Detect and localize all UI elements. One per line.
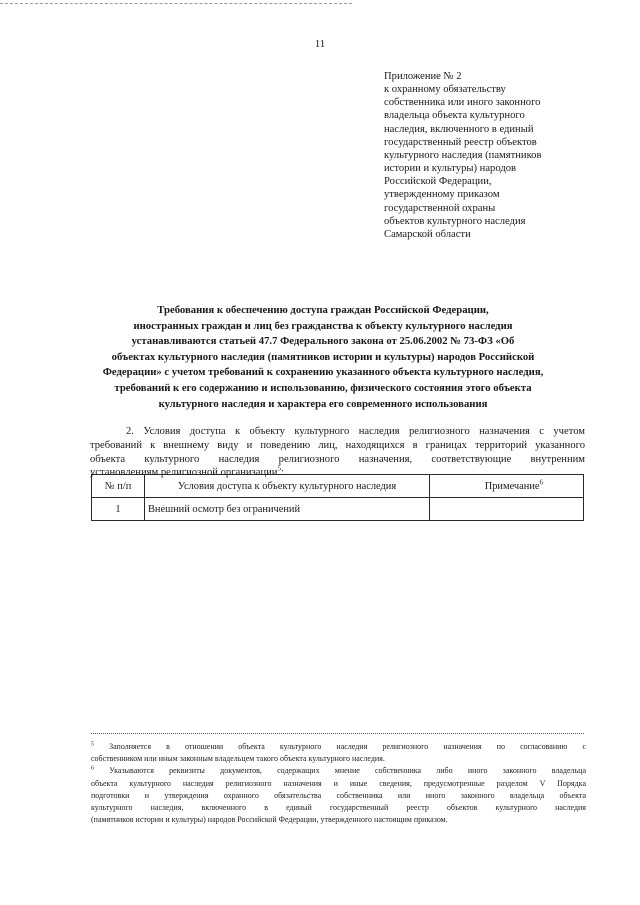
appendix-line: наследия, включенного в единый: [384, 123, 534, 135]
appendix-line: Приложение № 2: [384, 71, 462, 82]
document-heading: [88, 303, 558, 412]
appendix-line: культурного наследия (памятников: [384, 149, 542, 161]
footnote-mark: 5: [91, 741, 94, 748]
appendix-line: Самарской области: [384, 228, 471, 240]
top-dashed-rule: [0, 3, 352, 4]
column-header-note-label: Примечание: [484, 480, 540, 492]
footnote-5: [91, 741, 586, 753]
footnote-ref-6: 6: [539, 478, 543, 487]
page-number: 11: [314, 38, 326, 50]
appendix-line: государственный реестр объектов: [384, 136, 537, 148]
row-note-cell: [430, 498, 584, 521]
footnote-6: [91, 765, 586, 777]
paragraph-line: объекта культурного наследия религиозного назначения, соответствующие внутренним: [90, 453, 585, 465]
heading-line: культурного наследия и характера его современного использования: [158, 397, 488, 410]
footnote-line: подготовки и утверждения охранного обязательства собственника или иного законного владельца объекта: [91, 790, 586, 800]
paragraph-end: :: [280, 467, 284, 479]
row-conditions-cell: Внешний осмотр без ограничений: [145, 498, 430, 521]
footnote-separator: [91, 733, 584, 734]
footnote-line: (памятников истории и культуры) народов Российской Федерации, утвержденного настоящим приказом.: [91, 815, 448, 825]
appendix-header: [384, 70, 584, 241]
column-header-note: [430, 475, 584, 498]
heading-line: Федерации» с учетом требований к сохранению указанного объекта культурного наследия,: [102, 366, 544, 379]
footnotes: [91, 741, 586, 826]
appendix-line: владельца объекта культурного: [384, 110, 525, 122]
access-conditions-table: [91, 474, 584, 521]
appendix-line: утвержденному приказом: [384, 189, 500, 201]
heading-line: устанавливаются статьей 47.7 Федерального закона от 25.06.2002 № 73-ФЗ «Об: [131, 335, 515, 348]
footnote-ref-5: 5: [277, 464, 281, 473]
paragraph-line: 2. Условия доступа к объекту культурного наследия религиозного назначения с учетом: [126, 426, 585, 437]
appendix-line: истории и культуры) народов: [384, 163, 517, 175]
appendix-line: Российской Федерации,: [384, 176, 492, 188]
table-row: [92, 498, 584, 521]
row-num-cell: 1: [92, 498, 145, 521]
appendix-line: собственника или иного законного: [384, 97, 541, 109]
heading-line: иностранных граждан и лиц без гражданства к объекту культурного наследия: [133, 319, 513, 332]
appendix-line: государственной охраны: [384, 202, 496, 214]
heading-line: требований к его содержанию и использованию, физического состояния этого объекта: [114, 381, 532, 394]
table-header-row: [92, 475, 584, 498]
heading-line: объектах культурного наследия (памятников истории и культуры) народов Российской: [111, 350, 535, 363]
paragraph-line: установлениям религиозной организации: [90, 467, 278, 479]
appendix-line: объектов культурного наследия: [384, 215, 526, 227]
footnote-mark: 6: [91, 765, 94, 772]
paragraph-line: требований к внешнему виду и поведению лиц, находящихся в границах территорий указанного: [90, 439, 585, 451]
footnote-line: Заполняется в отношении объекта культурного наследия религиозного назначения по согласованию с: [109, 742, 586, 751]
footnote-line: Указываются реквизиты документов, содержащих мнение собственника либо иного законного владельца: [109, 766, 586, 776]
footnote-line: культурного наследия, включенного в единый государственный реестр объектов культурного наследия: [91, 803, 586, 813]
footnote-line: объекта культурного наследия религиозного назначения и иные сведения, предусмотренные разделом V Порядка: [91, 778, 586, 788]
column-header-num: № п/п: [92, 475, 145, 498]
column-header-conditions: Условия доступа к объекту культурного наследия: [145, 475, 430, 498]
heading-line: Требования к обеспечению доступа граждан Российской Федерации,: [157, 304, 489, 316]
footnote-line: собственником или иным законным владельцем такого объекта культурного наследия.: [91, 754, 385, 764]
access-conditions-paragraph: [90, 425, 585, 480]
appendix-line: к охранному обязательству: [384, 84, 506, 96]
